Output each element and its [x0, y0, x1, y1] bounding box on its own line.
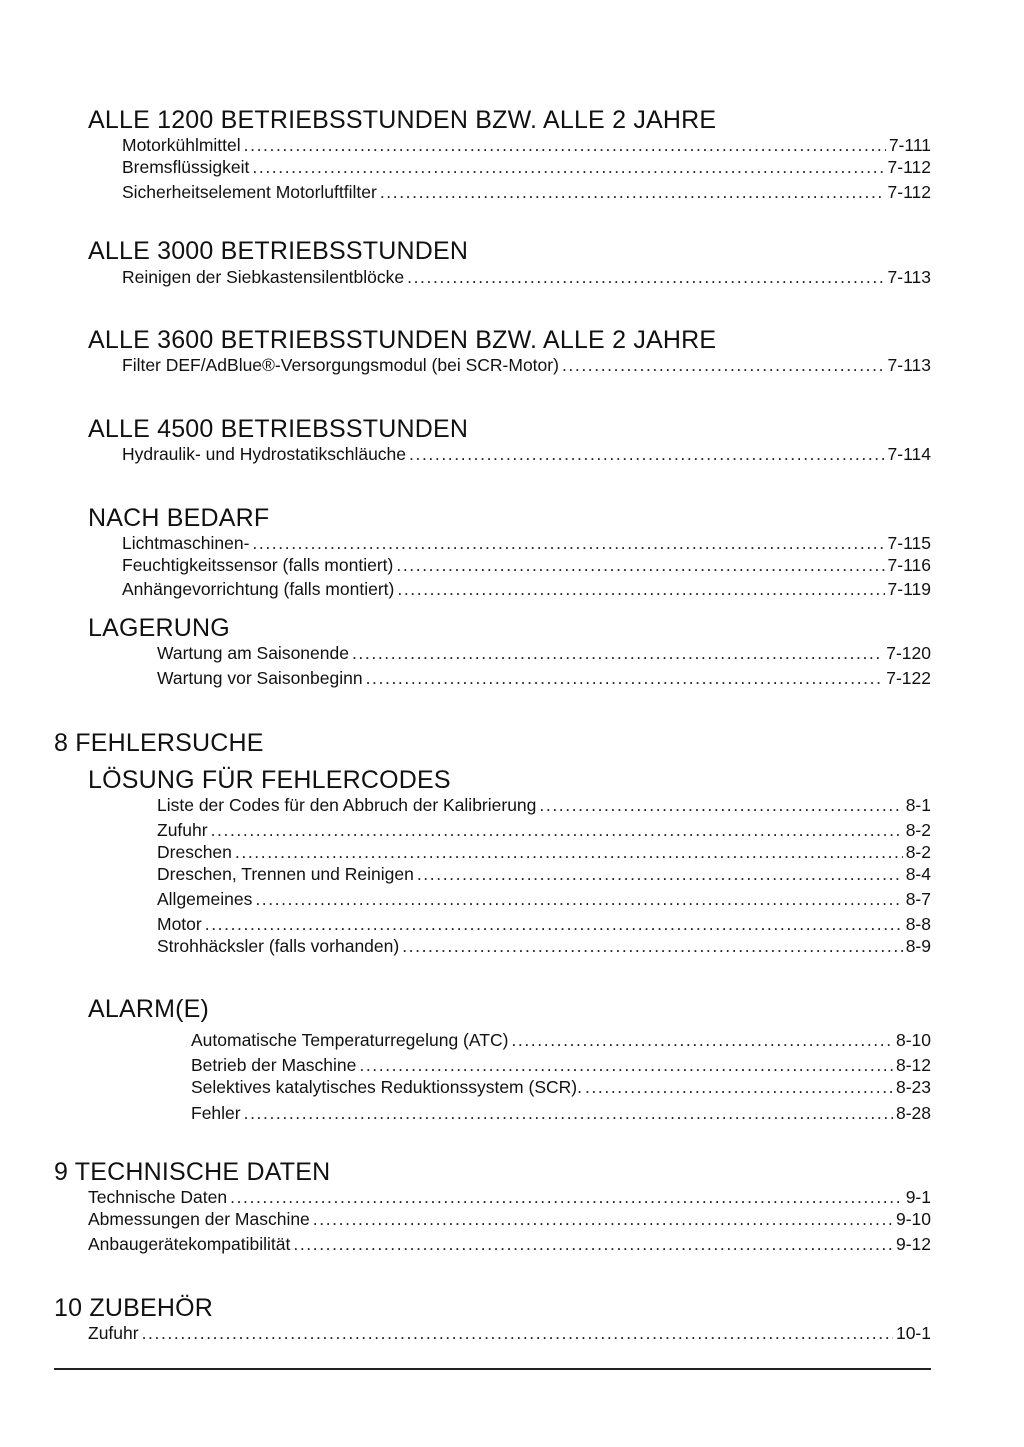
section-heading: NACH BEDARF: [88, 504, 270, 532]
dot-leader: [396, 555, 884, 576]
toc-entry-title: Filter DEF/AdBlue®-Versorgungsmodul (bei SCR-Motor): [122, 355, 559, 375]
dot-leader: [252, 157, 884, 178]
toc-entry[interactable]: [157, 643, 931, 664]
toc-entry[interactable]: [191, 1103, 931, 1124]
toc-entry-page: 8-2: [905, 820, 931, 840]
chapter-heading: 10 ZUBEHÖR: [54, 1294, 213, 1322]
dot-leader: [230, 1187, 903, 1208]
toc-entry[interactable]: [157, 820, 931, 841]
toc-entry-page: 7-112: [887, 182, 931, 202]
section-heading: LAGERUNG: [88, 614, 230, 642]
toc-entry[interactable]: [122, 579, 931, 600]
toc-entry-title: Zufuhr: [88, 1323, 139, 1343]
toc-entry-title: Motorkühlmittel: [122, 135, 241, 155]
toc-entry-page: 10-1: [895, 1323, 931, 1343]
toc-entry-page: 7-112: [887, 157, 931, 177]
dot-leader: [585, 1077, 893, 1098]
toc-entry-title: Dreschen: [157, 842, 232, 862]
toc-entry-title: Anbaugerätekompatibilität: [88, 1234, 291, 1254]
toc-entry-page: 7-113: [887, 267, 931, 287]
toc-entry[interactable]: [157, 668, 931, 689]
toc-entry-title: Sicherheitselement Motorluftfilter: [122, 182, 377, 202]
dot-leader: [293, 1234, 893, 1255]
toc-entry-page: 8-10: [895, 1030, 931, 1050]
toc-entry-title: Liste der Codes für den Abbruch der Kalibrierung: [157, 795, 537, 815]
toc-entry-title: Betrieb der Maschine: [191, 1055, 357, 1075]
toc-entry-page: 9-12: [895, 1234, 931, 1254]
toc-entry[interactable]: [88, 1234, 931, 1255]
toc-entry[interactable]: [191, 1055, 931, 1076]
toc-entry-title: Dreschen, Trennen und Reinigen: [157, 864, 414, 884]
toc-entry[interactable]: [122, 555, 931, 576]
dot-leader: [407, 267, 884, 288]
toc-entry-page: 7-116: [887, 555, 931, 575]
dot-leader: [562, 355, 885, 376]
toc-entry-title: Motor: [157, 914, 202, 934]
dot-leader: [402, 936, 903, 957]
toc-entry-page: 7-113: [887, 355, 931, 375]
section-heading: ALLE 3600 BETRIEBSSTUNDEN BZW. ALLE 2 JAHRE: [88, 326, 717, 354]
toc-entry-page: 8-4: [905, 864, 931, 884]
dot-leader: [397, 579, 884, 600]
toc-entry[interactable]: [122, 157, 931, 178]
toc-entry-title: Strohhäcksler (falls vorhanden): [157, 936, 400, 956]
toc-entry-title: Selektives katalytisches Reduktionssystem (SCR).: [191, 1077, 582, 1097]
toc-entry[interactable]: [88, 1323, 931, 1344]
chapter-heading: 9 TECHNISCHE DATEN: [54, 1158, 331, 1186]
toc-entry-page: 8-1: [905, 795, 931, 815]
toc-entry[interactable]: [157, 914, 931, 935]
dot-leader: [366, 668, 884, 689]
toc-entry-page: 8-2: [905, 842, 931, 862]
toc-entry[interactable]: [88, 1209, 931, 1230]
dot-leader: [409, 444, 885, 465]
toc-entry-title: Abmessungen der Maschine: [88, 1209, 310, 1229]
toc-entry[interactable]: [122, 267, 931, 288]
toc-entry-title: Bremsflüssigkeit: [122, 157, 250, 177]
toc-entry-page: 8-7: [905, 889, 931, 909]
toc-entry-page: 7-119: [887, 579, 931, 599]
footer-rule: [54, 1368, 931, 1370]
toc-entry-title: Wartung vor Saisonbeginn: [157, 668, 363, 688]
dot-leader: [511, 1030, 893, 1051]
toc-entry[interactable]: [157, 889, 931, 910]
toc-entry-page: 7-122: [886, 668, 931, 688]
toc-entry[interactable]: [122, 533, 931, 554]
toc-entry-title: Zufuhr: [157, 820, 208, 840]
toc-entry-title: Hydraulik- und Hydrostatikschläuche: [122, 444, 407, 464]
dot-leader: [235, 842, 903, 863]
toc-entry[interactable]: [191, 1030, 931, 1051]
dot-leader: [380, 182, 885, 203]
toc-entry-title: Automatische Temperaturregelung (ATC): [191, 1030, 509, 1050]
toc-entry-title: Anhängevorrichtung (falls montiert): [122, 579, 395, 599]
dot-leader: [352, 643, 883, 664]
toc-entry-page: 8-9: [905, 936, 931, 956]
toc-entry-title: Reinigen der Siebkastensilentblöcke: [122, 267, 405, 287]
dot-leader: [211, 820, 903, 841]
section-heading: ALARM(E): [88, 995, 210, 1023]
toc-entry[interactable]: [157, 842, 931, 863]
toc-entry[interactable]: [157, 936, 931, 957]
dot-leader: [417, 864, 903, 885]
toc-entry-title: Wartung am Saisonende: [157, 643, 349, 663]
toc-entry[interactable]: [122, 355, 931, 376]
toc-entry-page: 7-115: [887, 533, 931, 553]
toc-entry-title: Feuchtigkeitssensor (falls montiert): [122, 555, 394, 575]
toc-entry-page: 8-23: [895, 1077, 931, 1097]
toc-entry-page: 8-28: [895, 1103, 931, 1123]
toc-entry[interactable]: [122, 444, 931, 465]
toc-entry[interactable]: [122, 135, 931, 156]
chapter-heading: 8 FEHLERSUCHE: [54, 729, 264, 757]
toc-entry-page: 9-1: [905, 1187, 931, 1207]
dot-leader: [313, 1209, 893, 1230]
dot-leader: [205, 914, 903, 935]
toc-entry-title: Allgemeines: [157, 889, 253, 909]
toc-entry[interactable]: [157, 795, 931, 816]
dot-leader: [539, 795, 902, 816]
toc-entry-page: 9-10: [895, 1209, 931, 1229]
section-heading: LÖSUNG FÜR FEHLERCODES: [88, 766, 451, 794]
section-heading: ALLE 1200 BETRIEBSSTUNDEN BZW. ALLE 2 JAHRE: [88, 106, 717, 134]
toc-entry[interactable]: [88, 1187, 931, 1208]
dot-leader: [244, 135, 886, 156]
section-heading: ALLE 4500 BETRIEBSSTUNDEN: [88, 415, 469, 443]
section-heading: ALLE 3000 BETRIEBSSTUNDEN: [88, 237, 469, 265]
toc-entry-title: Lichtmaschinen-: [122, 533, 250, 553]
dot-leader: [244, 1103, 893, 1124]
dot-leader: [359, 1055, 893, 1076]
toc-entry-page: 7-114: [887, 444, 931, 464]
toc-entry-title: Technische Daten: [88, 1187, 228, 1207]
dot-leader: [255, 889, 902, 910]
toc-entry-page: 7-120: [886, 643, 931, 663]
toc-entry-page: 8-12: [895, 1055, 931, 1075]
dot-leader: [252, 533, 884, 554]
toc-entry[interactable]: [191, 1077, 931, 1098]
dot-leader: [142, 1323, 893, 1344]
toc-entry-page: 8-8: [905, 914, 931, 934]
toc-entry[interactable]: [122, 182, 931, 203]
toc-entry-page: 7-111: [888, 135, 931, 155]
toc-entry-title: Fehler: [191, 1103, 241, 1123]
toc-entry[interactable]: [157, 864, 931, 885]
